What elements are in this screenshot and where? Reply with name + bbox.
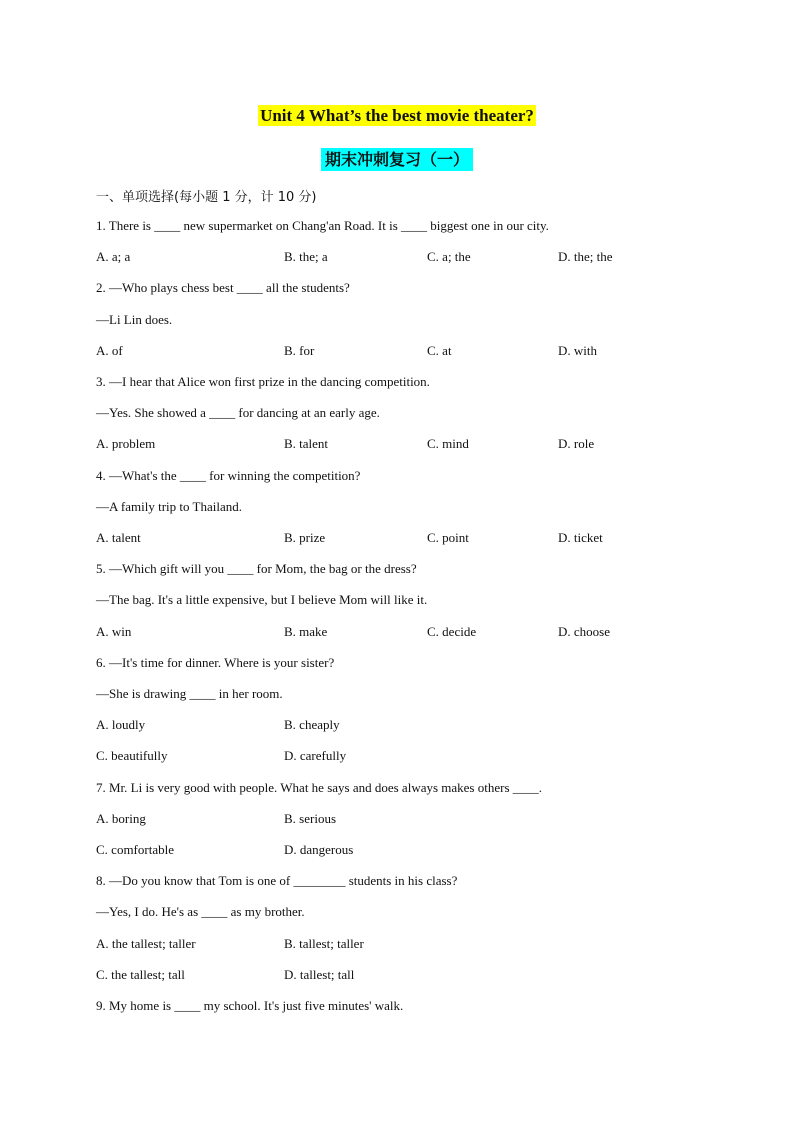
question-1-option-c: C. a; the xyxy=(427,249,471,264)
question-4-option-d: D. ticket xyxy=(558,530,603,545)
question-7-option-b: B. serious xyxy=(284,811,336,826)
question-6-option-a: A. loudly xyxy=(96,717,146,732)
question-6-option-d: D. carefully xyxy=(284,748,347,763)
question-8-option-c: C. the tallest; tall xyxy=(96,967,185,982)
question-8-option-b: B. tallest; taller xyxy=(284,936,364,951)
question-1-option-b: B. the; a xyxy=(284,249,328,264)
review-subtitle xyxy=(0,147,794,170)
question-8-option-a: A. the tallest; taller xyxy=(96,936,196,951)
question-2-option-c: C. at xyxy=(427,343,452,358)
question-6-option-c: C. beautifully xyxy=(96,748,168,763)
review-subtitle-text: 期末冲刺复习（一） xyxy=(321,148,473,171)
question-8-reply: —Yes, I do. He's as ____ as my brother. xyxy=(96,904,305,919)
question-2-stem: 2. —Who plays chess best ____ all the students? xyxy=(96,280,350,295)
question-6-option-b: B. cheaply xyxy=(284,717,340,732)
question-3-option-c: C. mind xyxy=(427,436,469,451)
question-6-reply: —She is drawing ____ in her room. xyxy=(96,686,283,701)
question-1-option-d: D. the; the xyxy=(558,249,613,264)
question-8-option-d: D. tallest; tall xyxy=(284,967,355,982)
question-8-stem: 8. —Do you know that Tom is one of ________ students in his class? xyxy=(96,873,458,888)
question-3-option-b: B. talent xyxy=(284,436,329,451)
question-2-option-d: D. with xyxy=(558,343,597,358)
unit-title xyxy=(0,106,794,126)
question-5-option-d: D. choose xyxy=(558,624,610,639)
question-7-option-a: A. boring xyxy=(96,811,146,826)
question-4-option-b: B. prize xyxy=(284,530,326,545)
question-5-option-a: A. win xyxy=(96,624,132,639)
question-4-reply: —A family trip to Thailand. xyxy=(96,499,242,514)
question-4-option-c: C. point xyxy=(427,530,469,545)
question-5-reply: —The bag. It's a little expensive, but I believe Mom will like it. xyxy=(96,592,428,607)
question-2-reply: —Li Lin does. xyxy=(96,312,173,327)
question-1-option-a: A. a; a xyxy=(96,249,131,264)
question-3-stem: 3. —I hear that Alice won first prize in the dancing competition. xyxy=(96,374,430,389)
question-9-stem: 9. My home is ____ my school. It's just five minutes' walk. xyxy=(96,998,404,1013)
question-7-stem: 7. Mr. Li is very good with people. What he says and does always makes others ____. xyxy=(96,780,543,795)
question-7-option-c: C. comfortable xyxy=(96,842,174,857)
question-6-stem: 6. —It's time for dinner. Where is your sister? xyxy=(96,655,335,670)
question-3-reply: —Yes. She showed a ____ for dancing at an early age. xyxy=(96,405,380,420)
question-5-stem: 5. —Which gift will you ____ for Mom, the bag or the dress? xyxy=(96,561,417,576)
question-4-stem: 4. —What's the ____ for winning the competition? xyxy=(96,468,361,483)
question-3-option-d: D. role xyxy=(558,436,595,451)
question-4-option-a: A. talent xyxy=(96,530,141,545)
question-7-option-d: D. dangerous xyxy=(284,842,354,857)
section-heading: 一、单项选择(每小题 1 分，计 10 分) xyxy=(96,190,317,205)
unit-title-text: Unit 4 What’s the best movie theater? xyxy=(260,106,534,125)
question-5-option-c: C. decide xyxy=(427,624,477,639)
question-2-option-b: B. for xyxy=(284,343,315,358)
question-1-stem: 1. There is ____ new supermarket on Chang'an Road. It is ____ biggest one in our city. xyxy=(96,218,549,233)
question-3-option-a: A. problem xyxy=(96,436,156,451)
question-2-option-a: A. of xyxy=(96,343,123,358)
question-5-option-b: B. make xyxy=(284,624,328,639)
